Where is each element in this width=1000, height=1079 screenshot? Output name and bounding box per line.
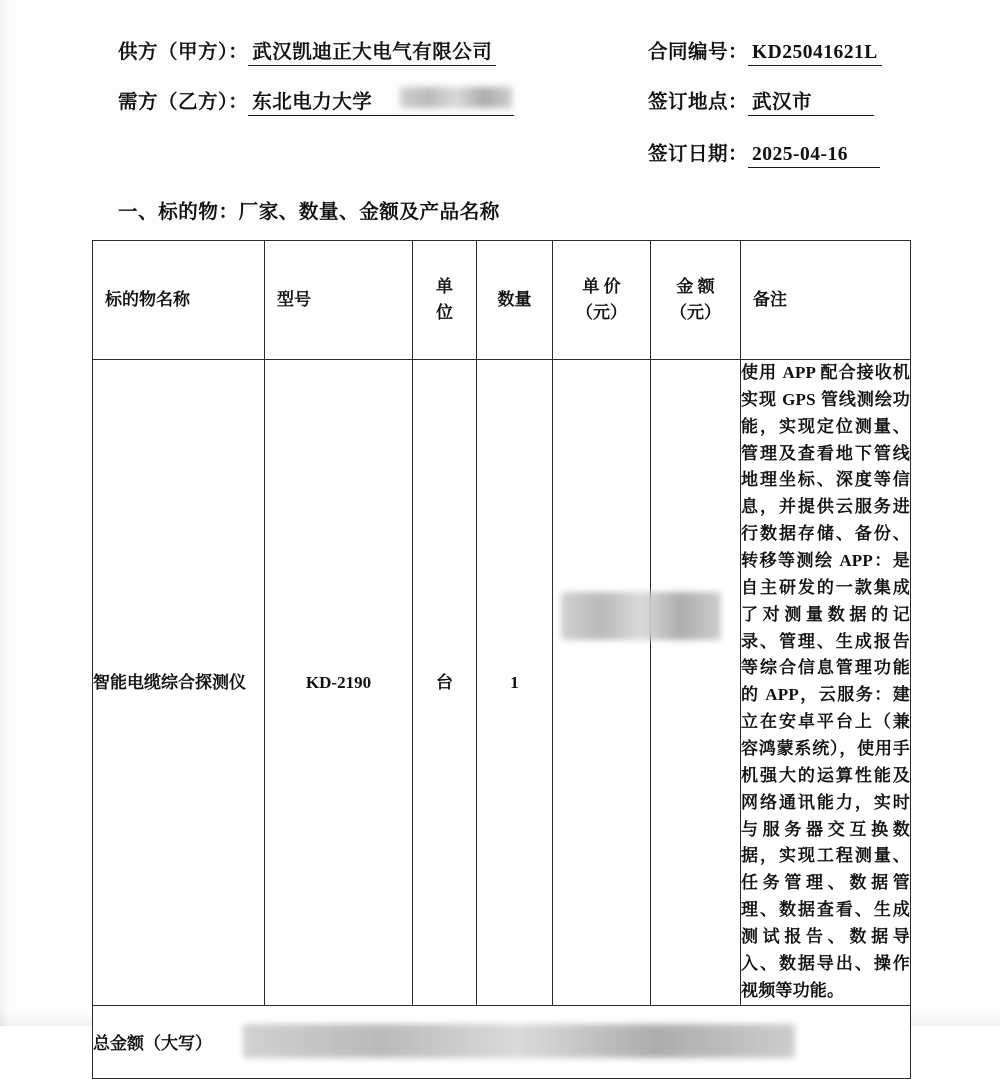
buyer-label: 需方（乙方）：	[118, 92, 249, 113]
table-header-row	[93, 241, 911, 360]
col-header-qty: 数量	[477, 241, 553, 360]
supplier-label: 供方（甲方）：	[118, 42, 249, 63]
sign-place-row	[648, 86, 874, 116]
goods-table-wrap	[92, 240, 910, 1079]
sign-date-value: 2025-04-16	[748, 144, 880, 168]
table-total-row	[93, 1005, 911, 1078]
goods-table	[92, 240, 911, 1079]
buyer-value-text: 东北电力大学	[252, 92, 373, 113]
sign-date-row	[648, 138, 880, 168]
col-header-unit-line1: 单	[436, 276, 453, 296]
buyer-value	[248, 86, 514, 116]
col-header-model: 型号	[265, 241, 413, 360]
cell-item-price	[553, 360, 651, 1006]
col-header-remark: 备注	[741, 241, 911, 360]
cell-item-remark: 使用 APP 配合接收机实现 GPS 管线测绘功能，实现定位测量、管理及查看地下管线地理坐标、深度等信息，并提供云服务进行数据存储、备份、转移等测绘 APP：是自主研发的一款集成了对测量数据的记录、管理、生成报告等综合信息管理功能的 APP，云服务：建立在安卓平台上（兼容鸿蒙系统），使用手机强大的运算性能及网络通讯能力，实时与服务器交互换数据，实现工程测量、任务管理、数据管理、数据查看、生成测试报告、数据导入、数据导出、操作视频等功能。	[741, 360, 911, 1006]
cell-item-amount	[651, 360, 741, 1006]
redaction-buyer	[400, 87, 512, 108]
sign-place-value: 武汉市	[748, 86, 874, 116]
cell-item-qty: 1	[477, 360, 553, 1006]
total-amount-label: 总金额（大写）	[93, 1034, 212, 1054]
redaction-total-amount	[243, 1024, 795, 1058]
buyer-row	[118, 86, 514, 116]
col-header-price-line2: （元）	[576, 303, 627, 322]
col-header-amount	[651, 241, 741, 360]
cell-item-unit: 台	[413, 360, 477, 1006]
contract-no-value: KD25041621L	[748, 42, 882, 66]
contract-header	[0, 28, 1000, 178]
col-header-amount-line1: 金 额	[676, 276, 715, 296]
col-header-price	[553, 241, 651, 360]
sign-date-label: 签订日期：	[648, 144, 749, 165]
col-header-price-line1: 单 价	[582, 276, 621, 296]
col-header-unit	[413, 241, 477, 360]
cell-item-name: 智能电缆综合探测仪	[93, 360, 265, 1006]
col-header-amount-line2: （元）	[670, 303, 721, 322]
cell-item-model: KD-2190	[265, 360, 413, 1006]
contract-no-row	[648, 36, 882, 66]
col-header-name: 标的物名称	[93, 241, 265, 360]
sign-place-label: 签订地点：	[648, 92, 749, 113]
contract-no-label: 合同编号：	[648, 42, 749, 63]
section-title: 一、标的物：厂家、数量、金额及产品名称	[118, 202, 500, 223]
supplier-row	[118, 36, 496, 66]
supplier-value: 武汉凯迪正大电气有限公司	[248, 36, 496, 66]
table-row	[93, 360, 911, 1006]
total-amount-cell	[93, 1005, 911, 1078]
col-header-unit-line2: 位	[436, 303, 453, 322]
